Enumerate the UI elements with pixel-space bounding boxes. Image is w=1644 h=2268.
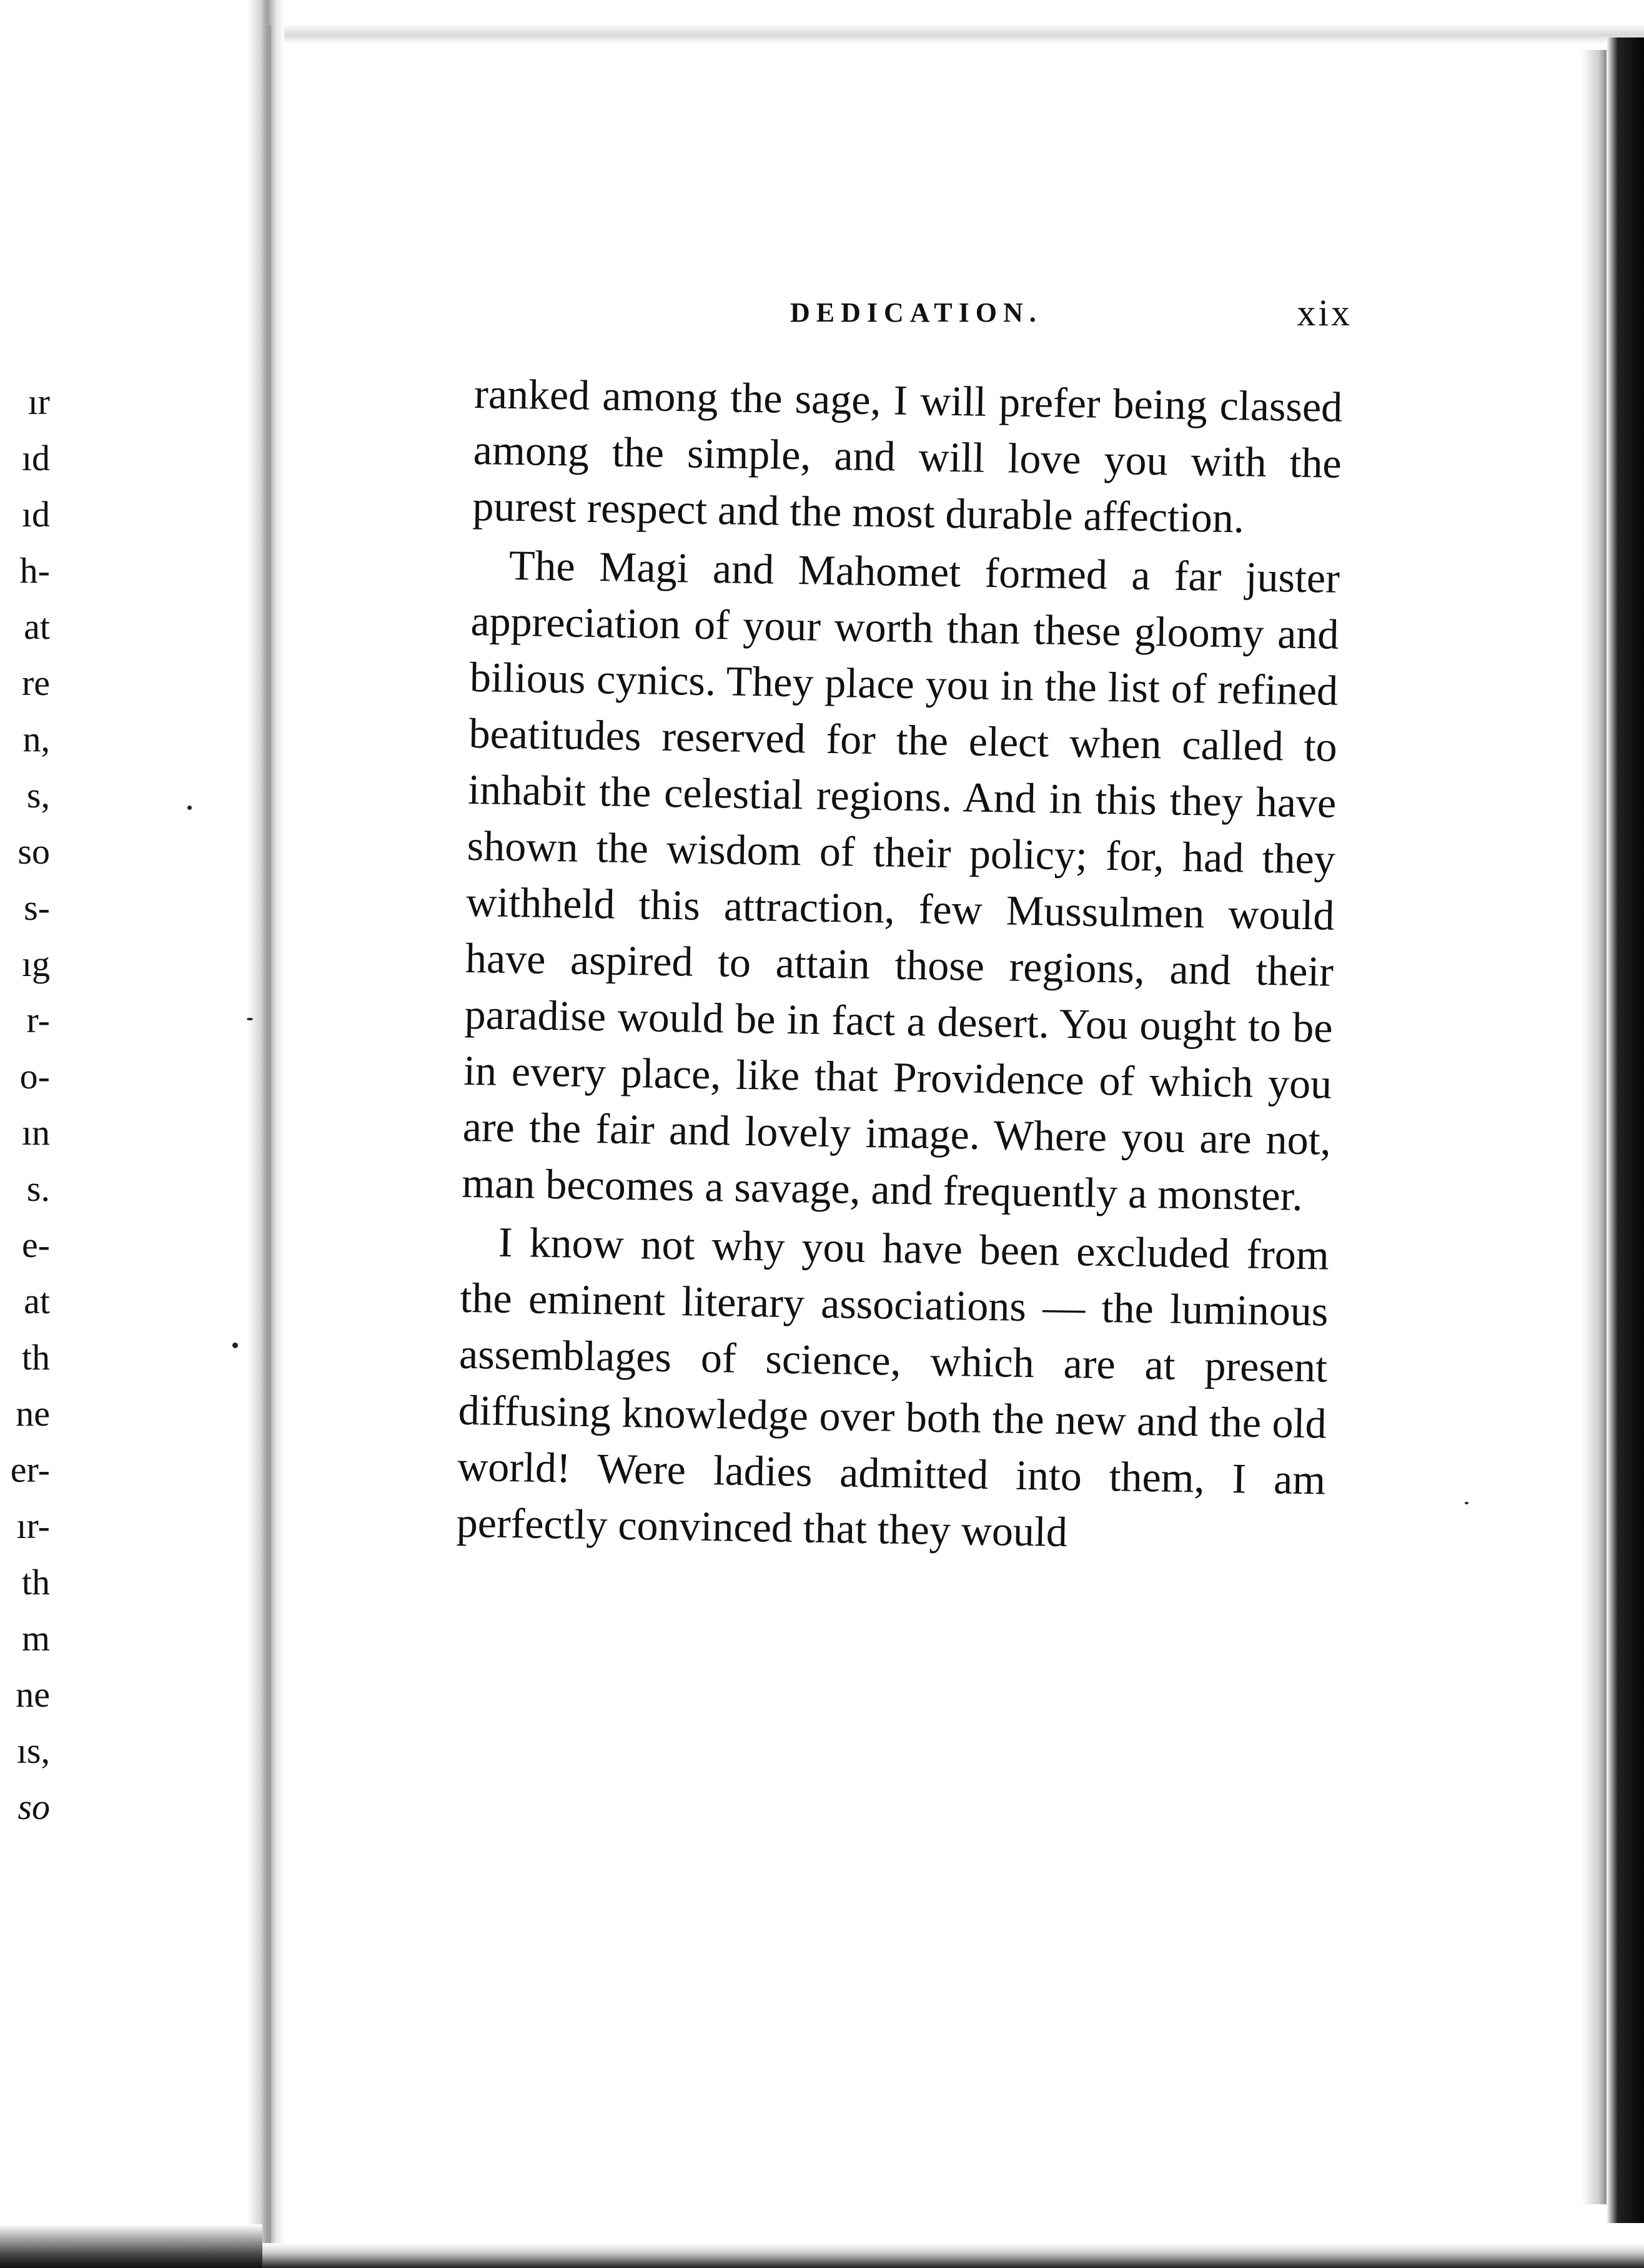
- paragraph: The Magi and Mahomet formed a far juster appreciation of your worth than these gloomy and bilious cynics. They place you in the list of refined beatitudes reserved for the elect when called to inhabit the celestial regions. And in this they have shown the wisdom of their policy; for, had they withheld this attraction, few Mussulmen would have aspired to attain those regions, and their paradise would be in fact a desert. You ought to be in every place, like that Providence of which you are the fair and lovely image. Where you are not, man becomes a savage, and frequently a monster.: [461, 541, 1340, 1220]
- left-fragment: ıs,: [16, 1730, 50, 1771]
- ink-speck: [187, 806, 192, 810]
- left-fragment: ıg: [21, 944, 50, 984]
- left-fragment: ır: [27, 382, 50, 422]
- left-fragment: ın: [21, 1112, 50, 1153]
- page-right-edge: [1582, 50, 1610, 2204]
- left-fragment: ıd: [21, 438, 50, 478]
- left-fragment: r-: [26, 1000, 50, 1040]
- paragraph: ranked among the sage, I will prefer being classed among the simple, and will love you with the purest respect and the most durable affection.: [472, 369, 1343, 542]
- left-fragment: er-: [10, 1449, 50, 1490]
- ink-speck: [247, 1018, 253, 1020]
- left-fragment: th: [21, 1337, 50, 1378]
- left-fragment: th: [21, 1562, 50, 1602]
- ink-speck: [1465, 1502, 1468, 1504]
- running-header: [790, 292, 1352, 340]
- left-fragment: at: [24, 1281, 50, 1321]
- ink-speck: [232, 1343, 238, 1348]
- left-fragment: s-: [24, 887, 50, 928]
- left-fragment: h-: [19, 550, 50, 591]
- header-title: DEDICATION.: [790, 297, 1042, 328]
- paragraph: I know not why you have been excluded from the eminent literary associations — the luminous assemblages of science, which are at present diffusing knowledge over both the new and the old world! Were ladies admitted into them, I am perfectly convinced that they would: [456, 1218, 1330, 1556]
- left-fragment: ne: [16, 1393, 50, 1434]
- left-fragment: o-: [19, 1056, 50, 1097]
- book-gutter: [247, 0, 284, 2268]
- left-fragment: s.: [26, 1168, 50, 1209]
- left-fragment: at: [24, 606, 50, 647]
- left-fragment: so: [17, 831, 50, 872]
- left-fragment: m: [21, 1618, 50, 1659]
- left-fragment: n,: [22, 719, 50, 759]
- left-fragment: ır-: [16, 1506, 50, 1546]
- left-page-bottom-shadow: [0, 2224, 262, 2268]
- page-top-edge: [250, 0, 1644, 44]
- left-fragment: ıd: [21, 494, 50, 535]
- left-fragment: s,: [26, 775, 50, 816]
- page-body: [456, 365, 1343, 1564]
- left-fragment: so: [17, 1787, 50, 1827]
- scanner-right-border: [1607, 37, 1644, 2223]
- left-fragment: e-: [21, 1225, 50, 1265]
- left-fragment: ne: [16, 1674, 50, 1715]
- left-fragment: re: [21, 663, 50, 703]
- gutter-shadow-line: [269, 25, 271, 2248]
- page-number: xix: [1297, 292, 1352, 333]
